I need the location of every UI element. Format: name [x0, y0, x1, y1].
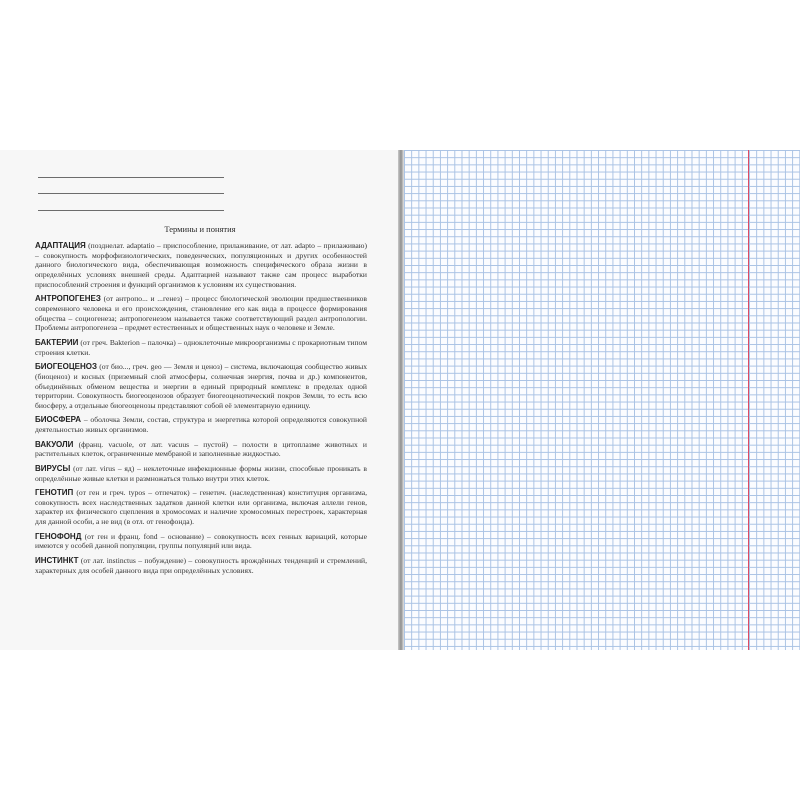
- term-name: АДАПТАЦИЯ: [35, 241, 86, 250]
- term-name: БИОСФЕРА: [35, 415, 82, 425]
- term-entry: [35, 415, 367, 434]
- term-entry: [35, 241, 367, 290]
- term-entry: [35, 362, 367, 411]
- term-name: ВИРУСЫ: [35, 463, 71, 473]
- term-entry: [35, 440, 367, 459]
- term-entry: [35, 294, 367, 333]
- term-definition: (от ген и франц. fond – основание) – совокупность всех генных вариаций, которые имеются у особей данной популяции, группы популяций или вида.: [35, 531, 367, 551]
- terms-title: Термины и понятия: [164, 224, 236, 234]
- signature-line-2: [38, 193, 224, 194]
- right-page-grid: [404, 150, 800, 650]
- term-definition: (от лат. virus – яд) – неклеточные инфекционные формы жизни, способные проникать в определённые живые клетки и размножаться только внутри этих клеток.: [35, 463, 367, 483]
- signature-line-3: [38, 210, 224, 211]
- margin-line: [748, 150, 749, 650]
- term-entry: [35, 338, 367, 357]
- term-definition: (от антропо... и ...генез) – процесс биологической эволюции предшественников современного человека и его происхождения, становление его как вида в процессе формирования общества – социогенеза; антропогенезом называется также соответствующий раздел антропологии. Проблемы антропогенеза – предмет естественных и общественных наук о человеке и Земле.: [35, 294, 367, 333]
- term-name: АНТРОПОГЕНЕЗ: [35, 294, 101, 304]
- term-definition: – оболочка Земли, состав, структура и энергетика которой определяются совокупной деятельностью живых организмов.: [35, 415, 367, 435]
- left-page: [0, 150, 400, 650]
- term-definition: (от био..., греч. geo — Земля и ценоз) – система, включающая сообщество живых (биоценоз) и косных (приземный слой атмосферы, солнечная энергия, почва и др.) компонентов, объединённых обменом вещества и энергии в единый природный комплекс в пределах одной территории. Совокупность биогеоценозов образует биогеоценотический покров Земли, то есть всю биосферу, а отдельные биогеоценозы представляют собой её элементарную единицу.: [35, 362, 367, 410]
- term-name: БАКТЕРИИ: [35, 337, 79, 347]
- term-name: ГЕНОТИП: [35, 488, 74, 498]
- term-definition: (от лат. instinctus – побуждение) – совокупность врождённых тенденций и стремлений, характерных для особей данного вида при определённых условиях.: [35, 555, 367, 575]
- term-definition: (франц. vacuole, от лат. vacuus – пустой) – полости в цитоплазме животных и растительных клеток, ограниченные мембраной и заполненные жидкостью.: [35, 439, 367, 459]
- term-definition: (от греч. Bakterion – палочка) – одноклеточные микроорганизмы с прокариотным типом строения клетки.: [35, 337, 367, 357]
- term-entry: [35, 556, 367, 575]
- term-name: БИОГЕОЦЕНОЗ: [35, 362, 98, 372]
- term-entry: [35, 464, 367, 483]
- terms-list: [35, 241, 367, 580]
- term-entry: [35, 532, 367, 551]
- notebook-spread: [0, 150, 800, 650]
- term-definition: (от ген и греч. typos – отпечаток) – генетич. (наследственная) конституция организма, совокупность всех наследственных задатков данной клетки или организма, включая аллели генов, характер их физического сцепления в хромосомах и наличие хромосомных перестроек, характерная для данной особи, а не вид (в отл. от генофонда).: [35, 488, 367, 527]
- term-entry: [35, 488, 367, 527]
- term-definition: (позднелат. adaptatio – приспособление, прилаживание, от лат. adapto – прилаживаю) – совокупность морфофизиологических, поведенческих, популяционных и других особенностей данного биологического вида, обеспечивающая возможность специфического образа жизни в определённых условиях внешней среды. Адаптацией называют также сам процесс выработки приспособлений строения и функций организмов к условиям их существования.: [35, 241, 367, 289]
- term-name: ИНСТИНКТ: [35, 555, 79, 565]
- term-name: ГЕНОФОНД: [35, 531, 82, 541]
- signature-line-1: [38, 177, 224, 178]
- term-name: ВАКУОЛИ: [35, 439, 74, 449]
